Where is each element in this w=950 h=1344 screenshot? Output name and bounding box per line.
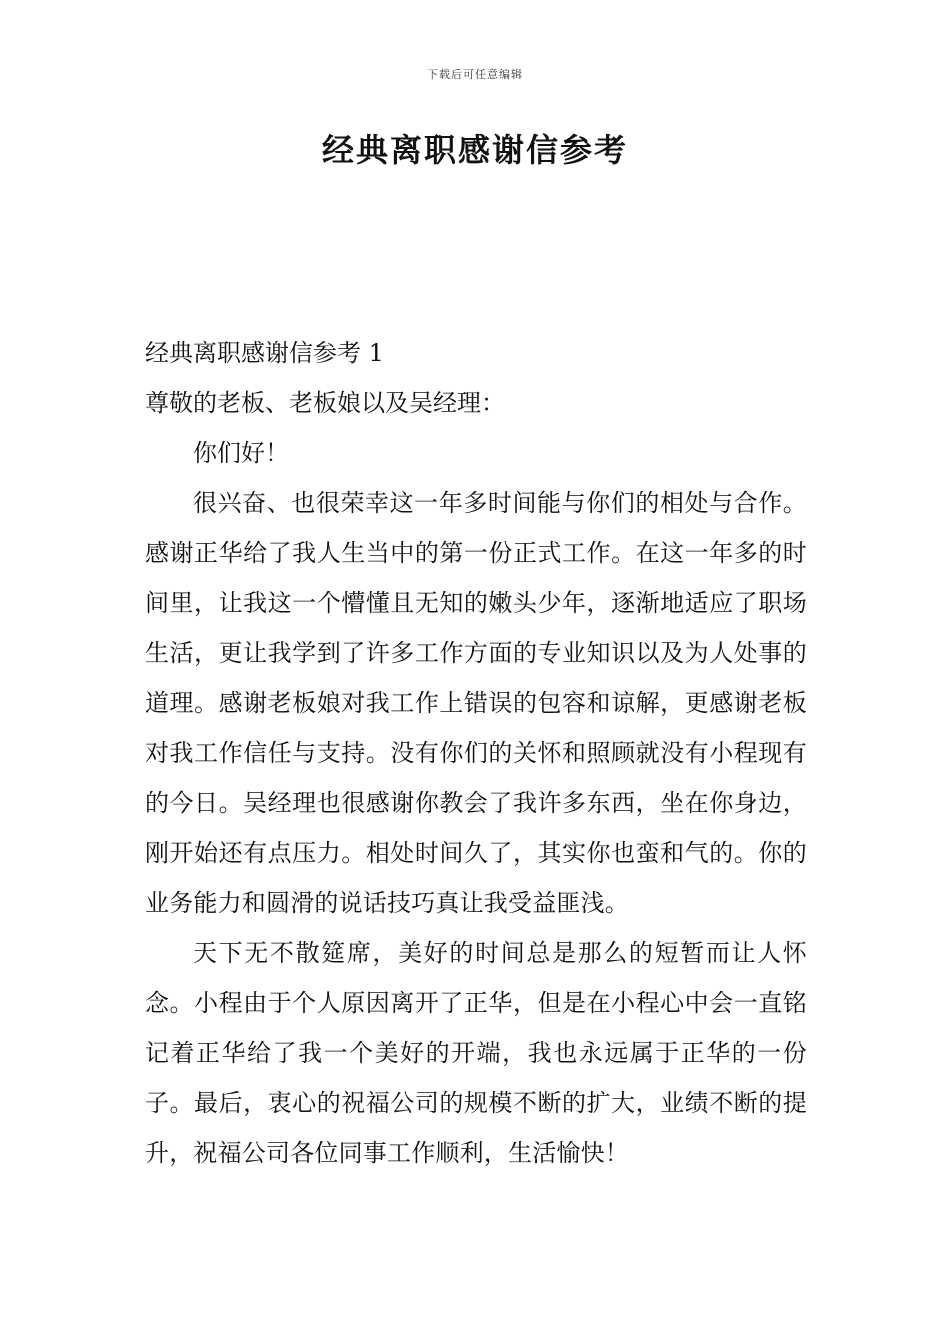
header-note: 下载后可任意编辑 — [427, 68, 523, 81]
salutation: 尊敬的老板、老板娘以及吴经理： — [145, 389, 505, 417]
paragraph: 天下无不散筵席，美好的时间总是那么的短暂而让人怀念。小程由于个人原因离开了正华，但是在小程心中会一直铭记着正华给了我一个美好的开端，我也永远属于正华的一份子。最后，衷心的祝福公司的规模不断的扩大，业绩不断的提升，祝福公司各位同事工作顺利，生活愉快！ — [145, 939, 807, 1167]
document-title: 经典离职感谢信参考 — [321, 131, 628, 169]
paragraph: 很兴奋、也很荣幸这一年多时间能与你们的相处与合作。感谢正华给了我人生当中的第一份正式工作。在这一年多的时间里，让我这一个懵懂且无知的嫩头少年，逐渐地适应了职场生活，更让我学到了许多工作方面的专业知识以及为人处事的道理。感谢老板娘对我工作上错误的包容和谅解，更感谢老板对我工作信任与支持。没有你们的关怀和照顾就没有小程现有的今日。吴经理也很感谢你教会了我许多东西，坐在你身边，刚开始还有点压力。相处时间久了，其实你也蛮和气的。你的业务能力和圆滑的说话技巧真让我受益匪浅。 — [145, 489, 807, 917]
greeting: 你们好！ — [193, 439, 289, 467]
document-body — [145, 328, 807, 1178]
section-heading: 经典离职感谢信参考 1 — [145, 339, 384, 367]
